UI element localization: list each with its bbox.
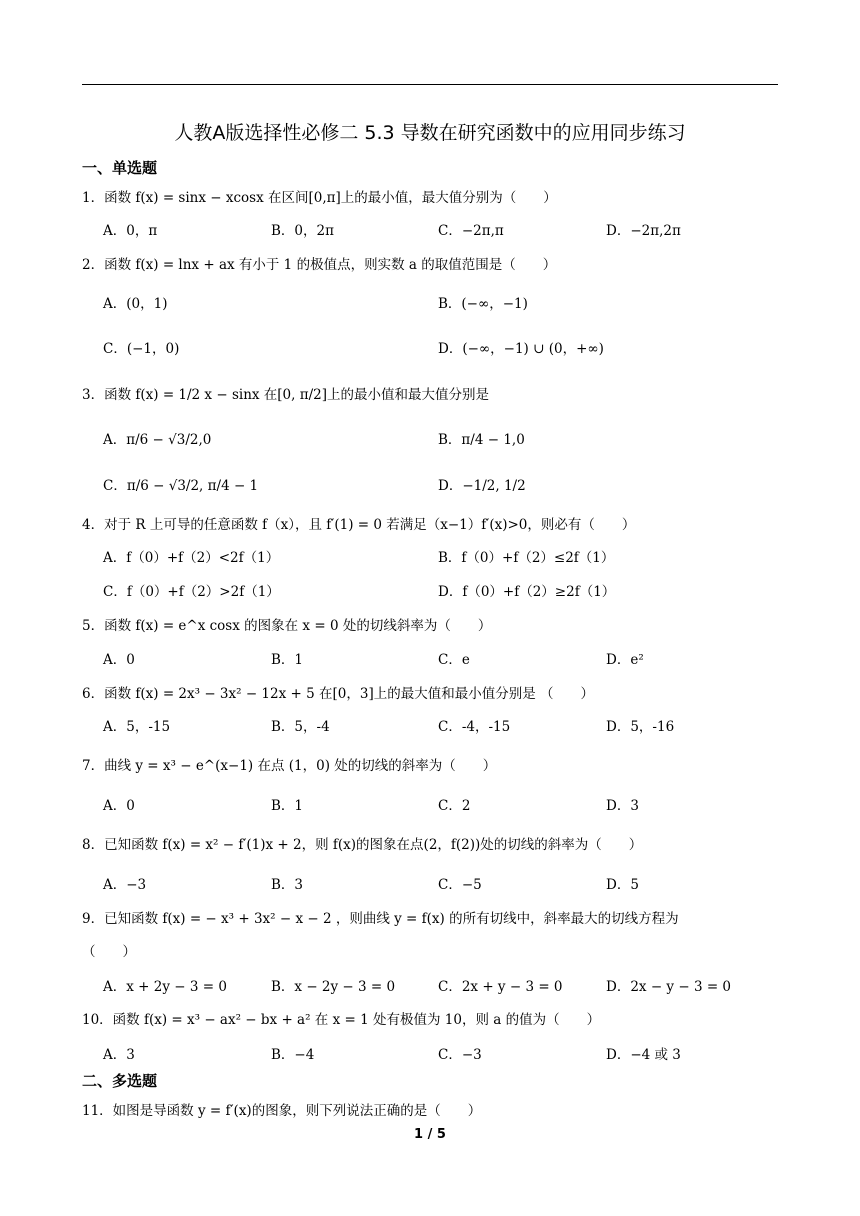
- q9-option-c: C．2x + y − 3 = 0: [438, 979, 563, 995]
- question-11-stem: 11．如图是导函数 y = f′(x)的图象，则下列说法正确的是（ ）: [82, 1103, 482, 1119]
- q8-option-c: C．−5: [438, 877, 482, 893]
- question-6-stem: 6．函数 f(x) = 2x³ − 3x² − 12x + 5 在[0，3]上的最大值和最小值分别是 （ ）: [82, 686, 595, 702]
- q5-option-c: C．e: [438, 652, 470, 668]
- question-10-stem: 10．函数 f(x) = x³ − ax² − bx + a² 在 x = 1 处有极值为 10，则 a 的值为（ ）: [82, 1012, 601, 1028]
- q2-option-d: D．(−∞，−1) ∪ (0，+∞): [438, 341, 604, 357]
- section-heading-multiple-choice: 二、多选题: [82, 1072, 158, 1090]
- page-title: 人教A版选择性必修二 5.3 导数在研究函数中的应用同步练习: [174, 122, 686, 144]
- question-9-stem: 9．已知函数 f(x) = − x³ + 3x² − x − 2 ，则曲线 y = f(x) 的所有切线中，斜率最大的切线方程为: [82, 911, 679, 927]
- q3-option-c: C．π/6 − √3/2, π/4 − 1: [103, 478, 259, 494]
- q1-option-d: D．−2π,2π: [606, 223, 681, 239]
- q4-option-b: B．f（0）+f（2）≤2f（1）: [438, 550, 615, 566]
- q3-option-b: B．π/4 − 1,0: [438, 432, 525, 448]
- q6-option-a: A．5，-15: [103, 719, 171, 735]
- q5-option-a: A．0: [103, 652, 135, 668]
- q10-option-b: B．−4: [271, 1047, 315, 1063]
- question-1-stem: 1．函数 f(x) = sinx − xcosx 在区间[0,π]上的最小值，最大值分别为（ ）: [82, 190, 557, 206]
- question-4-stem: 4．对于 R 上可导的任意函数 f（x），且 f′(1) = 0 若满足（x−1）f′(x)>0，则必有（ ）: [82, 517, 636, 533]
- question-7-stem: 7．曲线 y = x³ − e^(x−1) 在点 (1，0) 处的切线的斜率为（ ）: [82, 758, 497, 774]
- q6-option-b: B．5，-4: [271, 719, 330, 735]
- page-number: 1 / 5: [414, 1127, 446, 1142]
- q2-option-c: C．(−1，0): [103, 341, 180, 357]
- q7-option-d: D．3: [606, 798, 639, 814]
- header-rule: [82, 84, 778, 85]
- question-3-stem: 3．函数 f(x) = 1/2 x − sinx 在[0, π/2]上的最小值和最大值分别是: [82, 387, 490, 403]
- q4-option-a: A．f（0）+f（2）<2f（1）: [103, 550, 280, 566]
- q5-option-b: B．1: [271, 652, 304, 668]
- q2-option-b: B．(−∞，−1): [438, 296, 528, 312]
- q7-option-a: A．0: [103, 798, 135, 814]
- q10-option-d: D．−4 或 3: [606, 1047, 681, 1063]
- q4-option-d: D．f（0）+f（2）≥2f（1）: [438, 584, 616, 600]
- q1-option-a: A．0，π: [103, 223, 158, 239]
- q5-option-d: D．e²: [606, 652, 644, 668]
- q9-option-b: B．x − 2y − 3 = 0: [271, 979, 396, 995]
- q7-option-c: C．2: [438, 798, 471, 814]
- question-8-stem: 8．已知函数 f(x) = x² − f′(1)x + 2，则 f(x)的图象在点(2，f(2))处的切线的斜率为（ ）: [82, 837, 643, 853]
- q7-option-b: B．1: [271, 798, 304, 814]
- question-5-stem: 5．函数 f(x) = e^x cosx 的图象在 x = 0 处的切线斜率为（ ）: [82, 618, 492, 634]
- q10-option-c: C．−3: [438, 1047, 482, 1063]
- q8-option-b: B．3: [271, 877, 304, 893]
- q9-option-a: A．x + 2y − 3 = 0: [103, 979, 227, 995]
- q2-option-a: A．(0，1): [103, 296, 168, 312]
- q1-option-b: B．0，2π: [271, 223, 334, 239]
- question-9-stem-cont: （ ）: [82, 944, 136, 960]
- q8-option-d: D．5: [606, 877, 639, 893]
- q3-option-d: D．−1/2, 1/2: [438, 478, 526, 494]
- q9-option-d: D．2x − y − 3 = 0: [606, 979, 732, 995]
- question-2-stem: 2．函数 f(x) = lnx + ax 有小于 1 的极值点，则实数 a 的取值范围是（ ）: [82, 257, 557, 273]
- q3-option-a: A．π/6 − √3/2,0: [103, 432, 212, 448]
- q6-option-d: D．5，-16: [606, 719, 675, 735]
- q10-option-a: A．3: [103, 1047, 135, 1063]
- section-heading-single-choice: 一、单选题: [82, 159, 158, 177]
- q1-option-c: C．−2π,π: [438, 223, 504, 239]
- q6-option-c: C．-4，-15: [438, 719, 511, 735]
- q8-option-a: A．−3: [103, 877, 147, 893]
- q4-option-c: C．f（0）+f（2）>2f（1）: [103, 584, 280, 600]
